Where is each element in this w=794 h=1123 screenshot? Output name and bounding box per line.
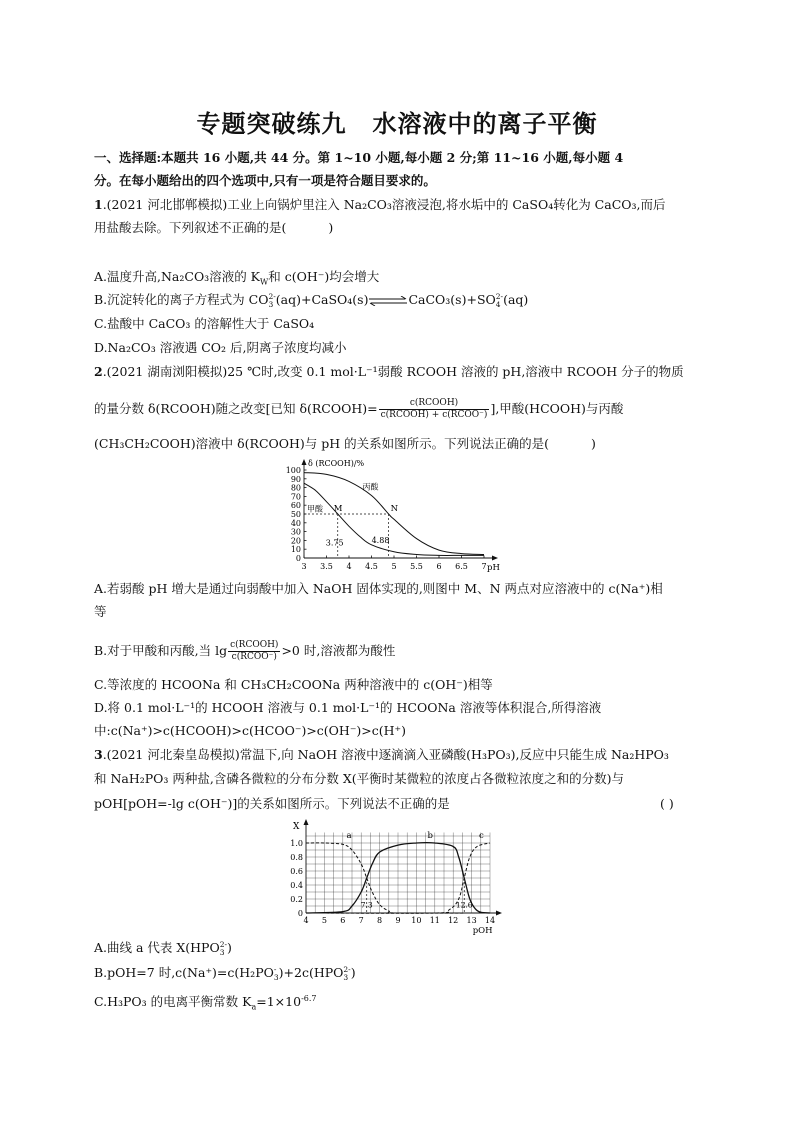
section-heading-line1: 一、选择题:本题共 16 小题,共 44 分。第 1~10 小题,每小题 2 分;第 11~16 小题,每小题 4	[94, 150, 624, 165]
series-label-propanoic-acid: 丙酸	[362, 482, 379, 492]
log-fraction: $\frac{\text{c(RCOOH)}}{\text{c(RCOO⁻)}}$	[230, 640, 279, 662]
x-tick-label: 14	[484, 916, 496, 925]
y-tick-label: 50	[290, 510, 301, 519]
y-tick-label: 1.0	[290, 839, 303, 848]
y-tick-label: 0.6	[290, 867, 303, 876]
x-tick-label: 9	[395, 916, 401, 925]
x-tick-label: 6.5	[455, 562, 468, 571]
x-axis-label: pH	[487, 563, 500, 573]
q2-option-a-line2: 等	[94, 604, 107, 619]
q1-option-b: B.沉淀转化的离子方程式为 CO 2- 3 (aq)+CaSO₄(s) CaCO₃(s)+SO 2- 4 (aq)	[94, 291, 529, 309]
x-axis-label: pOH	[472, 926, 493, 935]
page-title: 专题突破练九 水溶液中的离子平衡	[196, 110, 598, 138]
y-tick-label: 70	[290, 492, 301, 502]
y-tick-label: 80	[290, 483, 301, 493]
x-tick-label: 7	[481, 562, 487, 571]
x-tick-label: 8	[377, 916, 383, 925]
x-tick-label: 7	[358, 916, 364, 925]
y-tick-label: 0.8	[290, 853, 303, 862]
q1-option-a: A.温度升高,Na₂CO₃溶液的 $K_W$和 c(OH⁻)均会增大	[94, 269, 380, 287]
y-axis-arrow-icon	[304, 819, 309, 825]
q1-stem-line1: 1.(2021 河北邯郸模拟)工业上向锅炉里注入 Na₂CO₃溶液浸泡,将水垢中的 CaSO₄转化为 CaCO₃,而后	[94, 197, 666, 212]
y-tick-label: 0.2	[290, 895, 303, 904]
y-axis-label: X	[293, 822, 300, 832]
y-tick-label: 40	[290, 518, 301, 528]
y-axis-label: δ (RCOOH)/%	[308, 459, 365, 468]
x-tick-label: 4	[303, 916, 309, 925]
y-tick-label: 0	[297, 909, 303, 918]
equilibrium-arrow-icon	[368, 296, 408, 306]
q3-stem-line1: 3.(2021 河北秦皇岛模拟)常温下,向 NaOH 溶液中逐滴滴入亚磷酸(H₃PO₃),反应中只能生成 Na₂HPO₃	[94, 747, 669, 762]
x2-value-label: 12.6	[455, 900, 473, 910]
y-tick-label: 20	[290, 536, 301, 546]
x-tick-label: 6	[436, 562, 442, 571]
delta-fraction: $\frac{\text{c(RCOOH)}}{\text{c(RCOOH) + c(RCOO⁻)}}$	[380, 398, 488, 420]
x-tick-label: 5.5	[410, 562, 423, 571]
y-axis-arrow-icon	[302, 459, 307, 465]
ph-distribution-chart	[278, 458, 508, 576]
y-tick-label: 0	[295, 554, 301, 563]
x-tick-label: 3	[301, 562, 307, 571]
x-axis-arrow-icon	[496, 911, 502, 916]
q1-stem-line2: 用盐酸去除。下列叙述不正确的是( )	[94, 220, 334, 235]
x-tick-label: 4.5	[365, 562, 378, 571]
x-tick-label: 11	[429, 916, 440, 925]
x-tick-label: 5	[391, 562, 397, 571]
q2-stem-line2: 的量分数 δ(RCOOH)随之改变[已知 δ(RCOOH)= $\frac{\text{c(RCOOH)}}{\text{c(RCOOH) + c(RCOO⁻)}}$ ],甲酸(HCOOH)与丙酸	[94, 398, 624, 420]
q2-option-b: B.对于甲酸和丙酸,当 lg $\frac{\text{c(RCOOH)}}{\text{c(RCOO⁻)}}$ >0 时,溶液都为酸性	[94, 640, 396, 662]
curve-b-label: b	[427, 831, 433, 842]
y-tick-label: 90	[290, 474, 301, 484]
x-tick-label: 4	[346, 562, 352, 571]
x1-value-label: 7.3	[360, 900, 373, 910]
q3-answer-paren: ( )	[660, 796, 674, 811]
q2-option-c: C.等浓度的 HCOONa 和 CH₃CH₂COONa 两种溶液中的 c(OH⁻)相等	[94, 677, 493, 692]
x-axis-arrow-icon	[492, 556, 498, 561]
m-x-value-label: 3.75	[325, 538, 344, 548]
q1-option-d: D.Na₂CO₃ 溶液遇 CO₂ 后,阴离子浓度均减小	[94, 340, 347, 355]
section-heading-line2: 分。在每小题给出的四个选项中,只有一项是符合题目要求的。	[94, 173, 436, 188]
y-tick-label: 0.4	[290, 881, 303, 890]
x-tick-label: 3.5	[320, 562, 333, 571]
q3-stem-line3: pOH[pOH=-lg c(OH⁻)]的关系如图所示。下列说法不正确的是	[94, 796, 450, 811]
q3-stem-line2: 和 NaH₂PO₃ 两种盐,含磷各微粒的分布分数 X(平衡时某微粒的浓度占各微粒浓度之和的分数)与	[94, 771, 625, 786]
q3-option-c: C.H₃PO₃ 的电离平衡常数 $K_a=1\times 10^{-6.7}$	[94, 994, 317, 1012]
poh-distribution-chart	[284, 817, 516, 935]
y-tick-label: 100	[285, 466, 301, 475]
q3-option-a: A.曲线 a 代表 X(HPO 2- 3 )	[94, 939, 232, 957]
x-tick-label: 12	[448, 916, 459, 925]
series-label-formic-acid: 甲酸	[307, 504, 323, 514]
q2-option-d-line2: 中:c(Na⁺)>c(HCOOH)>c(HCOO⁻)>c(OH⁻)>c(H⁺)	[94, 723, 407, 738]
q3-option-b: B.pOH=7 时,c(Na⁺)=c(H₂PO - 3 )+2c(HPO 2- 3 )	[94, 964, 356, 982]
y-tick-label: 10	[290, 545, 301, 555]
q2-option-d-line1: D.将 0.1 mol·L⁻¹的 HCOOH 溶液与 0.1 mol·L⁻¹的 HCOONa 溶液等体积混合,所得溶液	[94, 700, 602, 715]
curve-c-label: c	[478, 831, 484, 842]
x-tick-label: 13	[466, 916, 477, 925]
point-n-label: N	[390, 504, 399, 514]
x-tick-label: 10	[411, 916, 422, 925]
x-tick-label: 6	[340, 916, 346, 925]
point-m-label: M	[333, 504, 343, 514]
y-tick-label: 30	[290, 527, 301, 537]
x-tick-label: 5	[321, 916, 327, 925]
n-x-value-label: 4.88	[371, 536, 390, 546]
q2-option-a-line1: A.若弱酸 pH 增大是通过向弱酸中加入 NaOH 固体实现的,则图中 M、N 两点对应溶液中的 c(Na⁺)相	[94, 581, 663, 596]
y-tick-label: 60	[290, 501, 301, 511]
q2-stem-line1: 2.(2021 湖南浏阳模拟)25 ℃时,改变 0.1 mol·L⁻¹弱酸 RCOOH 溶液的 pH,溶液中 RCOOH 分子的物质	[94, 364, 684, 379]
q1-option-c: C.盐酸中 CaCO₃ 的溶解性大于 CaSO₄	[94, 316, 315, 331]
q2-stem-line3: (CH₃CH₂COOH)溶液中 δ(RCOOH)与 pH 的关系如图所示。下列说法正确的是( )	[94, 436, 596, 451]
curve-a-label: a	[346, 831, 352, 842]
